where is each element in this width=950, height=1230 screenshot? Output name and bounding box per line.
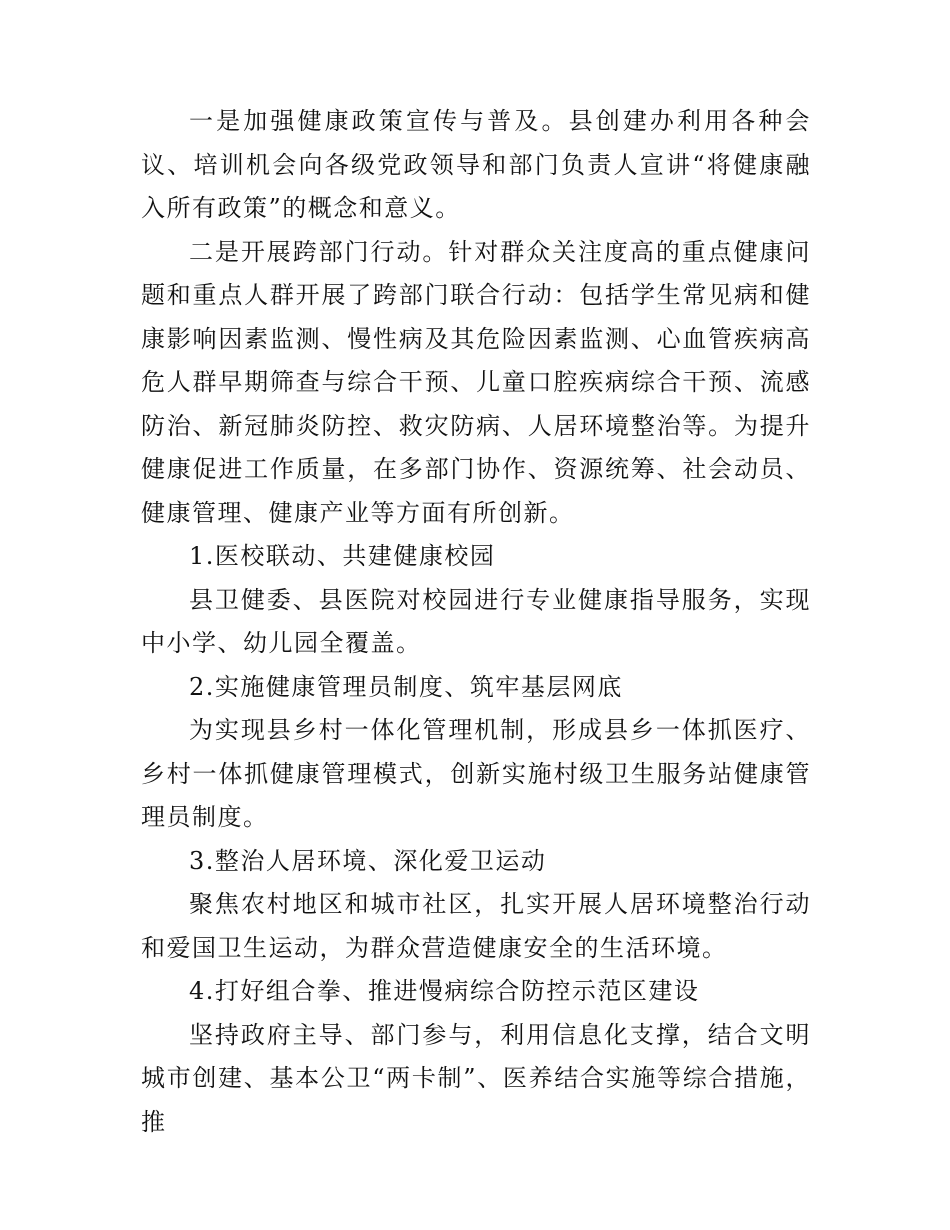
paragraph-living-environment: 聚焦农村地区和城市社区，扎实开展人居环境整治行动和爱国卫生运动，为群众营造健康安全的生活环境。: [141, 890, 811, 962]
paragraph-cross-department-action: 二是开展跨部门行动。针对群众关注度高的重点健康问题和重点人群开展了跨部门联合行动：包括学生常见病和健康影响因素监测、慢性病及其危险因素监测、心血管疾病高危人群早期筛查与综合干预、儿童口腔疾病综合干预、流感防治、新冠肺炎防控、救灾防病、人居环境整治等。为提升健康促进工作质量，在多部门协作、资源统筹、社会动员、健康管理、健康产业等方面有所创新。: [141, 237, 811, 527]
paragraph-chronic-disease-demo-zone: 坚持政府主导、部门参与，利用信息化支撑，结合文明城市创建、基本公卫“两卡制”、医养结合实施等综合措施，推: [141, 1020, 811, 1136]
heading-health-manager-system: 2.实施健康管理员制度、筑牢基层网底: [189, 672, 623, 701]
paragraph-policy-promotion: 一是加强健康政策宣传与普及。县创建办利用各种会议、培训机会向各级党政领导和部门负责人宣讲“将健康融入所有政策”的概念和意义。: [141, 107, 811, 222]
heading-chronic-disease-demo-zone: 4.打好组合拳、推进慢病综合防控示范区建设: [189, 977, 700, 1005]
heading-medical-school-linkage: 1.医校联动、共建健康校园: [189, 542, 496, 570]
heading-living-environment: 3.整治人居环境、深化爱卫运动: [189, 846, 547, 875]
document-body: [141, 100, 811, 1144]
paragraph-health-manager-system: 为实现县乡村一体化管理机制，形成县乡一体抓医疗、乡村一体抓健康管理模式，创新实施村级卫生服务站健康管理员制度。: [141, 716, 811, 831]
paragraph-medical-school-linkage: 县卫健委、县医院对校园进行专业健康指导服务，实现中小学、幼儿园全覆盖。: [141, 585, 811, 657]
